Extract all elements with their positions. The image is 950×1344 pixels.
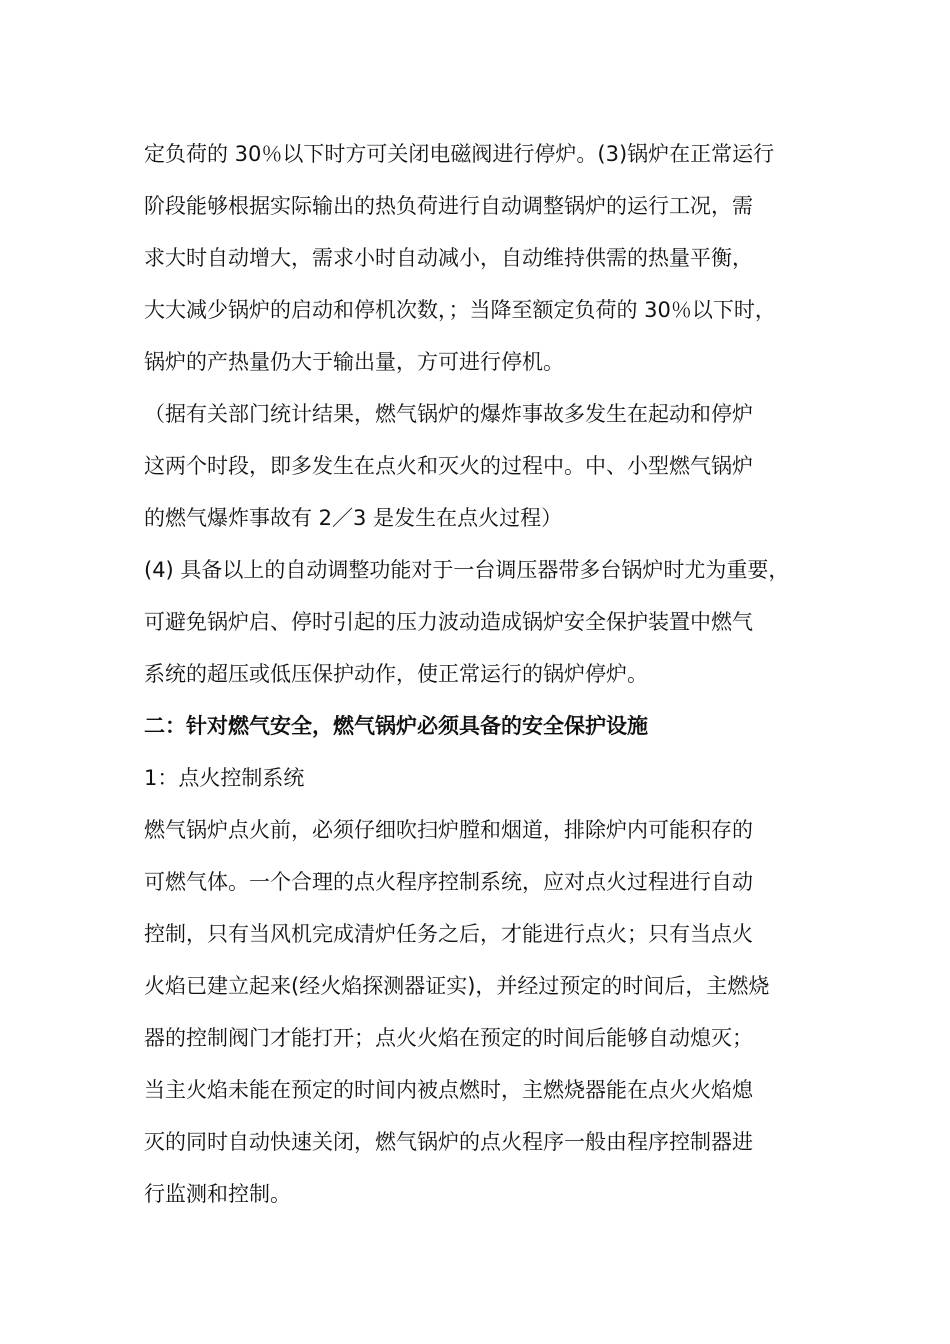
text-line: 行监测和控制。 — [144, 1182, 291, 1206]
text-line: 大大减少锅炉的启动和停机次数，；当降至额定负荷的 30％以下时， — [144, 298, 776, 322]
text-line: 可燃气体。一个合理的点火程序控制系统，应对点火过程进行自动 — [144, 870, 753, 894]
document-body — [144, 128, 824, 1220]
text-line: (4) 具备以上的自动调整功能对于一台调压器带多台锅炉时尤为重要， — [144, 558, 790, 582]
text-line: 的燃气爆炸事故有 2／3 是发生在点火过程） — [144, 506, 563, 530]
text-line: 可避免锅炉启、停时引起的压力波动造成锅炉安全保护装置中燃气 — [144, 610, 753, 634]
text-line: （据有关部门统计结果，燃气锅炉的爆炸事故多发生在起动和停炉 — [144, 402, 753, 426]
text-line: 控制，只有当风机完成清炉任务之后，才能进行点火；只有当点火 — [144, 922, 753, 946]
text-line: 当主火焰未能在预定的时间内被点燃时，主燃烧器能在点火火焰熄 — [144, 1078, 753, 1102]
section-heading: 二：针对燃气安全，燃气锅炉必须具备的安全保护设施 — [144, 714, 648, 738]
text-line: 这两个时段，即多发生在点火和灭火的过程中。中、小型燃气锅炉 — [144, 454, 753, 478]
text-line: 系统的超压或低压保护动作，使正常运行的锅炉停炉。 — [144, 662, 648, 686]
text-line: 器的控制阀门才能打开；点火火焰在预定的时间后能够自动熄灭； — [144, 1026, 753, 1050]
text-line: 定负荷的 30％以下时方可关闭电磁阀进行停炉。(3)锅炉在正常运行 — [144, 142, 775, 166]
subsection-heading: 1：点火控制系统 — [144, 766, 305, 790]
text-line: 锅炉的产热量仍大于输出量，方可进行停机。 — [144, 350, 564, 374]
text-line: 灭的同时自动快速关闭，燃气锅炉的点火程序一般由程序控制器进 — [144, 1130, 753, 1154]
text-line: 阶段能够根据实际输出的热负荷进行自动调整锅炉的运行工况，需 — [144, 194, 753, 218]
text-line: 燃气锅炉点火前，必须仔细吹扫炉膛和烟道，排除炉内可能积存的 — [144, 818, 753, 842]
text-line: 求大时自动增大，需求小时自动减小，自动维持供需的热量平衡， — [144, 246, 753, 270]
text-line: 火焰已建立起来(经火焰探测器证实)，并经过预定的时间后，主燃烧 — [144, 974, 770, 998]
